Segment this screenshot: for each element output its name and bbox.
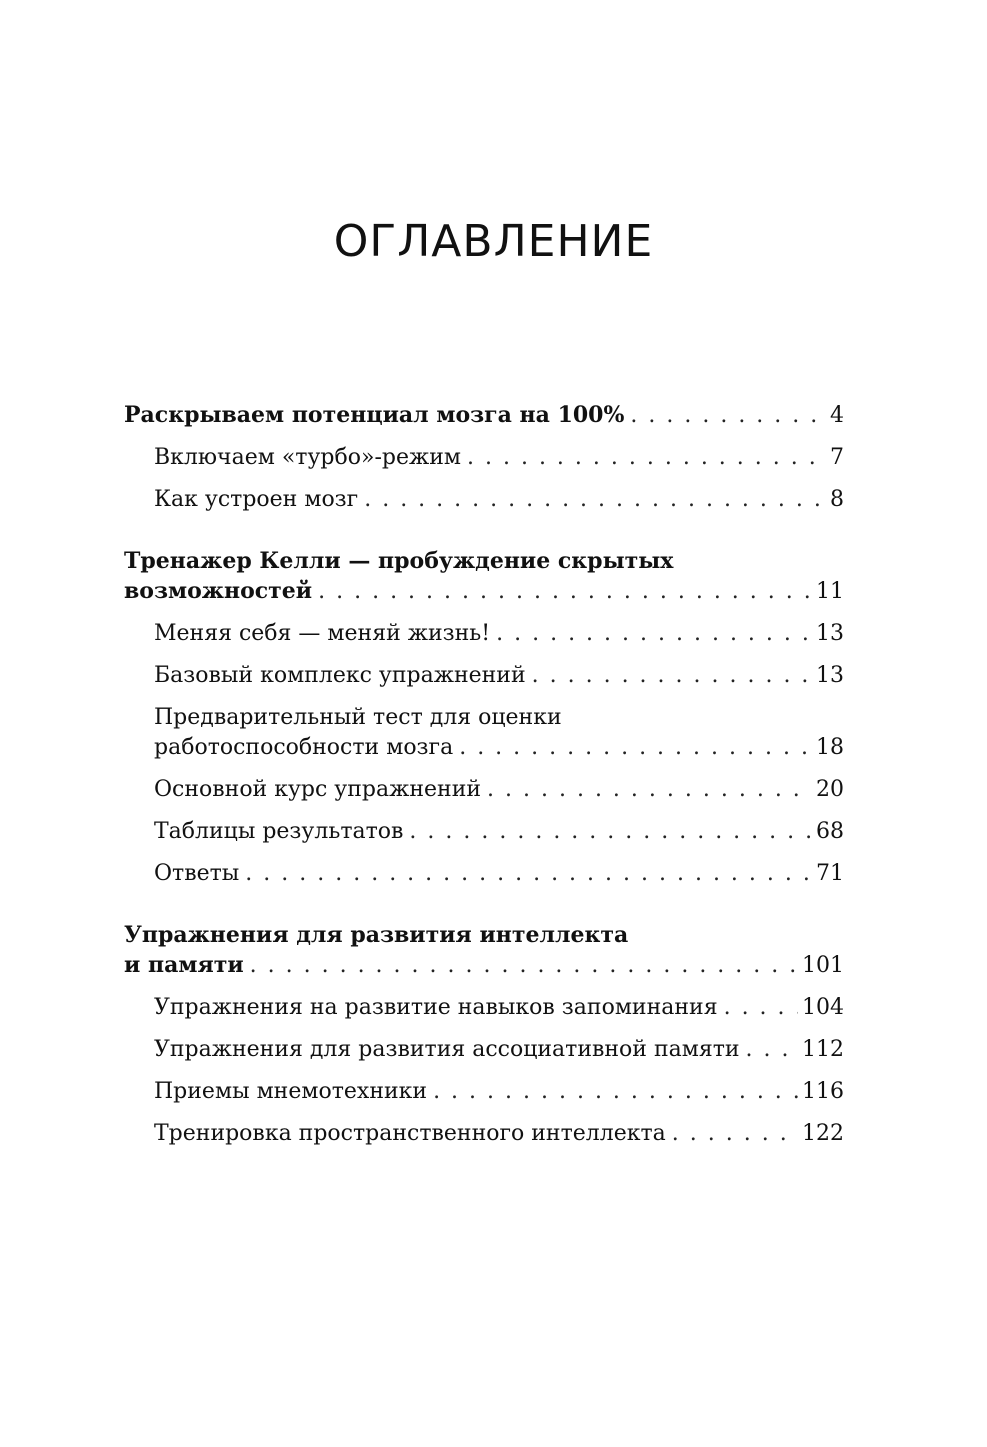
toc-chapter[interactable]	[124, 775, 844, 805]
toc-chapter-label: Приемы мнемотехники	[154, 1079, 428, 1104]
toc-page-number: 71	[816, 861, 844, 886]
toc-page-number: 13	[816, 621, 844, 646]
dot-leader	[364, 485, 826, 515]
toc-chapter-label: работоспособности мозга	[154, 735, 454, 760]
toc-chapter-label-line1: Предварительный тест для оценки	[154, 705, 562, 730]
toc-chapter[interactable]	[124, 703, 844, 763]
dot-leader	[433, 1077, 798, 1107]
dot-leader	[318, 577, 812, 607]
dot-leader	[245, 859, 812, 889]
toc-page-number: 122	[802, 1121, 844, 1146]
toc-page-number: 4	[830, 403, 844, 428]
dot-leader	[250, 951, 798, 981]
toc-chapter-label: Упражнения на развитие навыков запоминания	[154, 995, 718, 1020]
dot-leader	[496, 619, 812, 649]
dot-leader	[487, 775, 812, 805]
toc-chapter[interactable]	[124, 485, 844, 515]
toc-page-number: 13	[816, 663, 844, 688]
toc-chapter-label: Базовый комплекс упражнений	[154, 663, 526, 688]
toc-chapter[interactable]	[124, 1077, 844, 1107]
toc-page-number: 116	[802, 1079, 844, 1104]
dot-leader	[724, 993, 798, 1023]
toc-chapter[interactable]	[124, 817, 844, 847]
toc-page-number: 11	[816, 579, 844, 604]
toc-page-number: 101	[802, 953, 844, 978]
dot-leader	[532, 661, 812, 691]
toc-chapter-label: Тренировка пространственного интеллекта	[154, 1121, 666, 1146]
toc-part-label-line1: Упражнения для развития интеллекта	[124, 922, 629, 948]
toc-part-label: возможностей	[124, 578, 313, 604]
toc-chapter-label: Как устроен мозг	[154, 487, 359, 512]
toc-chapter[interactable]	[124, 619, 844, 649]
dot-leader	[467, 443, 826, 473]
toc-page-number: 104	[802, 995, 844, 1020]
toc-part-2[interactable]	[124, 546, 844, 607]
toc-chapter-label: Упражнения для развития ассоциативной памяти	[154, 1037, 740, 1062]
toc-page-number: 68	[816, 819, 844, 844]
dot-leader	[630, 401, 826, 431]
toc-chapter[interactable]	[124, 993, 844, 1023]
toc-page-number: 112	[802, 1037, 844, 1062]
toc-chapter-label: Основной курс упражнений	[154, 777, 482, 802]
toc-part-label-line1: Тренажер Келли — пробуждение скрытых	[124, 548, 674, 574]
toc-chapter[interactable]	[124, 1035, 844, 1065]
toc-chapter[interactable]	[124, 859, 844, 889]
dot-leader	[459, 733, 812, 763]
toc-chapter[interactable]	[124, 443, 844, 473]
toc-chapter-label: Включаем «турбо»-режим	[154, 445, 461, 470]
toc-chapter[interactable]	[124, 661, 844, 691]
dot-leader	[746, 1035, 798, 1065]
toc-page-number: 7	[830, 445, 844, 470]
toc-page-number: 18	[816, 735, 844, 760]
page-title: ОГЛАВЛЕНИЕ	[333, 216, 654, 267]
toc-page-number: 20	[816, 777, 844, 802]
toc-part-3[interactable]	[124, 920, 844, 981]
toc-page-number: 8	[830, 487, 844, 512]
toc-part-label: Раскрываем потенциал мозга на 100%	[124, 402, 625, 428]
dot-leader	[409, 817, 812, 847]
table-of-contents	[124, 400, 844, 1149]
toc-chapter-label: Таблицы результатов	[154, 819, 404, 844]
toc-chapter-label: Ответы	[154, 861, 240, 886]
toc-part-1[interactable]	[124, 400, 844, 431]
toc-part-label: и памяти	[124, 952, 244, 978]
toc-chapter-label: Меняя себя — меняй жизнь!	[154, 621, 491, 646]
dot-leader	[672, 1119, 798, 1149]
toc-chapter[interactable]	[124, 1119, 844, 1149]
